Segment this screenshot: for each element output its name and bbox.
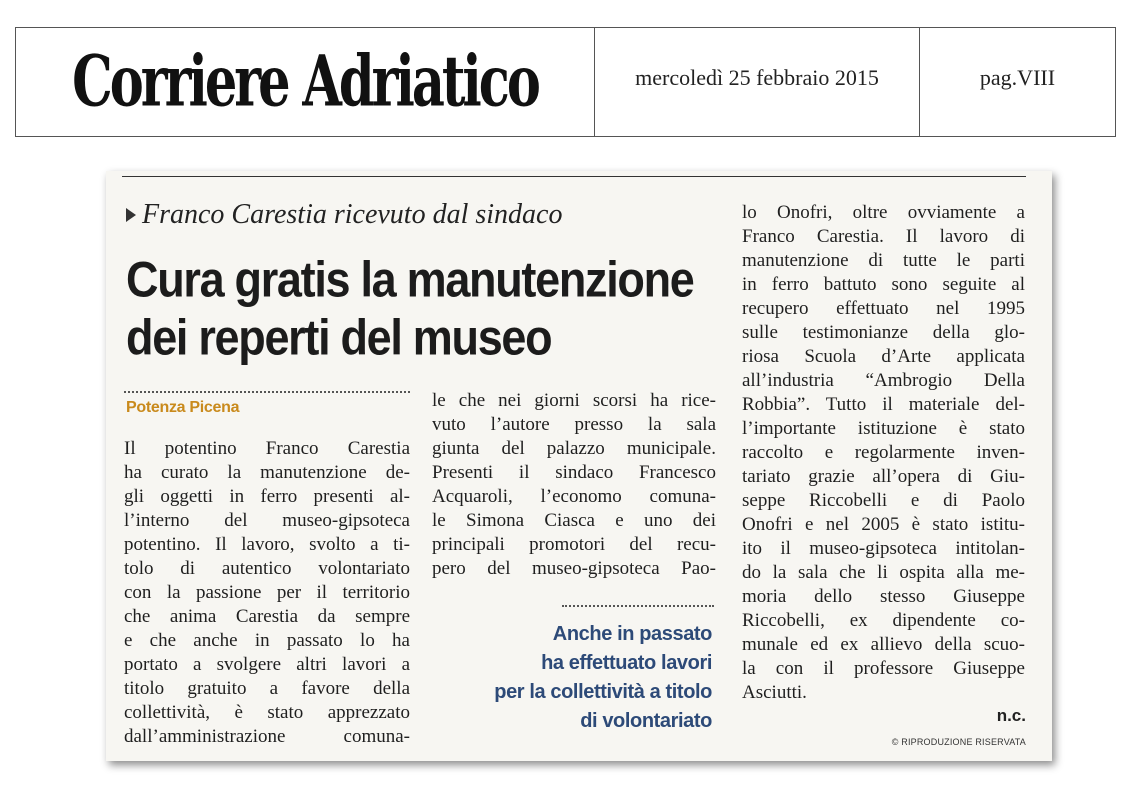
newspaper-logo <box>16 28 595 136</box>
article-column-1 <box>124 437 410 749</box>
text-line: all’industria “Ambrogio Della <box>742 370 1025 391</box>
copyright-notice: © RIPRODUZIONE RISERVATA <box>891 737 1026 747</box>
text-line: Franco Carestia. Il lavoro di <box>742 226 1025 247</box>
text-line: seppe Riccobelli e di Paolo <box>742 490 1025 511</box>
text-line: Robbia”. Tutto il materiale del- <box>742 394 1025 415</box>
text-line: moria dello stesso Giuseppe <box>742 586 1025 607</box>
text-line: riosa Scuola d’Arte applicata <box>742 346 1025 367</box>
text-line: in ferro battuto sono seguite al <box>742 274 1025 295</box>
text-line: tariato grazie all’opera di Giu- <box>742 466 1025 487</box>
pull-quote <box>436 620 712 736</box>
text-line: Riccobelli, ex dipendente co- <box>742 610 1025 631</box>
text-line: le Simona Ciasca e uno dei <box>432 510 716 531</box>
text-line: l’interno del museo-gipsoteca <box>124 510 410 531</box>
publication-date: mercoledì 25 febbraio 2015 <box>595 28 920 136</box>
location-label: Potenza Picena <box>126 399 240 416</box>
text-line: pero del museo-gipsoteca Pao- <box>432 558 716 579</box>
article-column-2 <box>432 389 716 581</box>
text-line: Presenti il sindaco Francesco <box>432 462 716 483</box>
headline-line: dei reperti del museo <box>126 308 552 366</box>
text-line: munale ed ex allievo della scuo- <box>742 634 1025 655</box>
text-line: portato a svolgere altri lavori a <box>124 654 410 675</box>
text-line: la con il professore Giuseppe <box>742 658 1025 679</box>
text-line: con la passione per il territorio <box>124 582 410 603</box>
pull-quote-line: per la collettività a titolo <box>494 681 712 703</box>
text-line: principali promotori del recu- <box>432 534 716 555</box>
page-number: pag.VIII <box>979 65 1056 90</box>
text-line: che anima Carestia da sempre <box>124 606 410 627</box>
article-clipping <box>106 171 1052 761</box>
text-line: vuto l’autore presso la sala <box>432 414 716 435</box>
kicker-text: Franco Carestia ricevuto dal sindaco <box>142 199 563 230</box>
text-line: tolo di autentico volontariato <box>124 558 410 579</box>
text-line: titolo gratuito a favore della <box>124 678 410 699</box>
article-column-3 <box>742 201 1025 705</box>
text-line: le che nei giorni scorsi ha rice- <box>432 390 716 411</box>
masthead <box>15 27 1116 137</box>
text-line: l’importante istituzione è stato <box>742 418 1025 439</box>
pull-quote-line: Anche in passato <box>552 623 712 645</box>
text-line: Acquaroli, l’economo comuna- <box>432 486 716 507</box>
text-line: gli oggetti in ferro presenti al- <box>124 486 410 507</box>
triangle-bullet-icon <box>126 208 136 222</box>
dotted-divider <box>562 605 714 607</box>
text-line: do la sala che li ospita alla me- <box>742 562 1025 583</box>
text-line: manutenzione di tutte le parti <box>742 250 1025 271</box>
text-line: Asciutti. <box>742 682 807 703</box>
text-line: giunta del palazzo municipale. <box>432 438 716 459</box>
text-line: raccolto e regolarmente inven- <box>742 442 1025 463</box>
dotted-divider <box>124 391 410 393</box>
kicker <box>126 199 562 231</box>
pull-quote-line: di volontariato <box>580 710 712 732</box>
text-line: e che anche in passato lo ha <box>124 630 410 651</box>
author-signature: n.c. <box>996 706 1026 725</box>
text-line: ha curato la manutenzione de- <box>124 462 410 483</box>
text-line: sulle testimonianze della glo- <box>742 322 1025 343</box>
text-line: Onofri e nel 2005 è stato istitu- <box>742 514 1025 535</box>
newspaper-name: Corriere Adriatico <box>72 40 538 124</box>
text-line: ito il museo-gipsoteca intitolan- <box>742 538 1025 559</box>
text-line: recupero effettuato nel 1995 <box>742 298 1025 319</box>
text-line: collettività, è stato apprezzato <box>124 702 410 723</box>
text-line: lo Onofri, oltre ovviamente a <box>742 202 1025 223</box>
text-line: potentino. Il lavoro, svolto a ti- <box>124 534 410 555</box>
text-line: dall’amministrazione comuna- <box>124 726 410 747</box>
text-line: Il potentino Franco Carestia <box>124 438 410 459</box>
headline <box>126 247 726 366</box>
pull-quote-line: ha effettuato lavori <box>541 652 712 674</box>
headline-line: Cura gratis la manutenzione <box>126 250 694 308</box>
top-rule <box>122 176 1026 177</box>
